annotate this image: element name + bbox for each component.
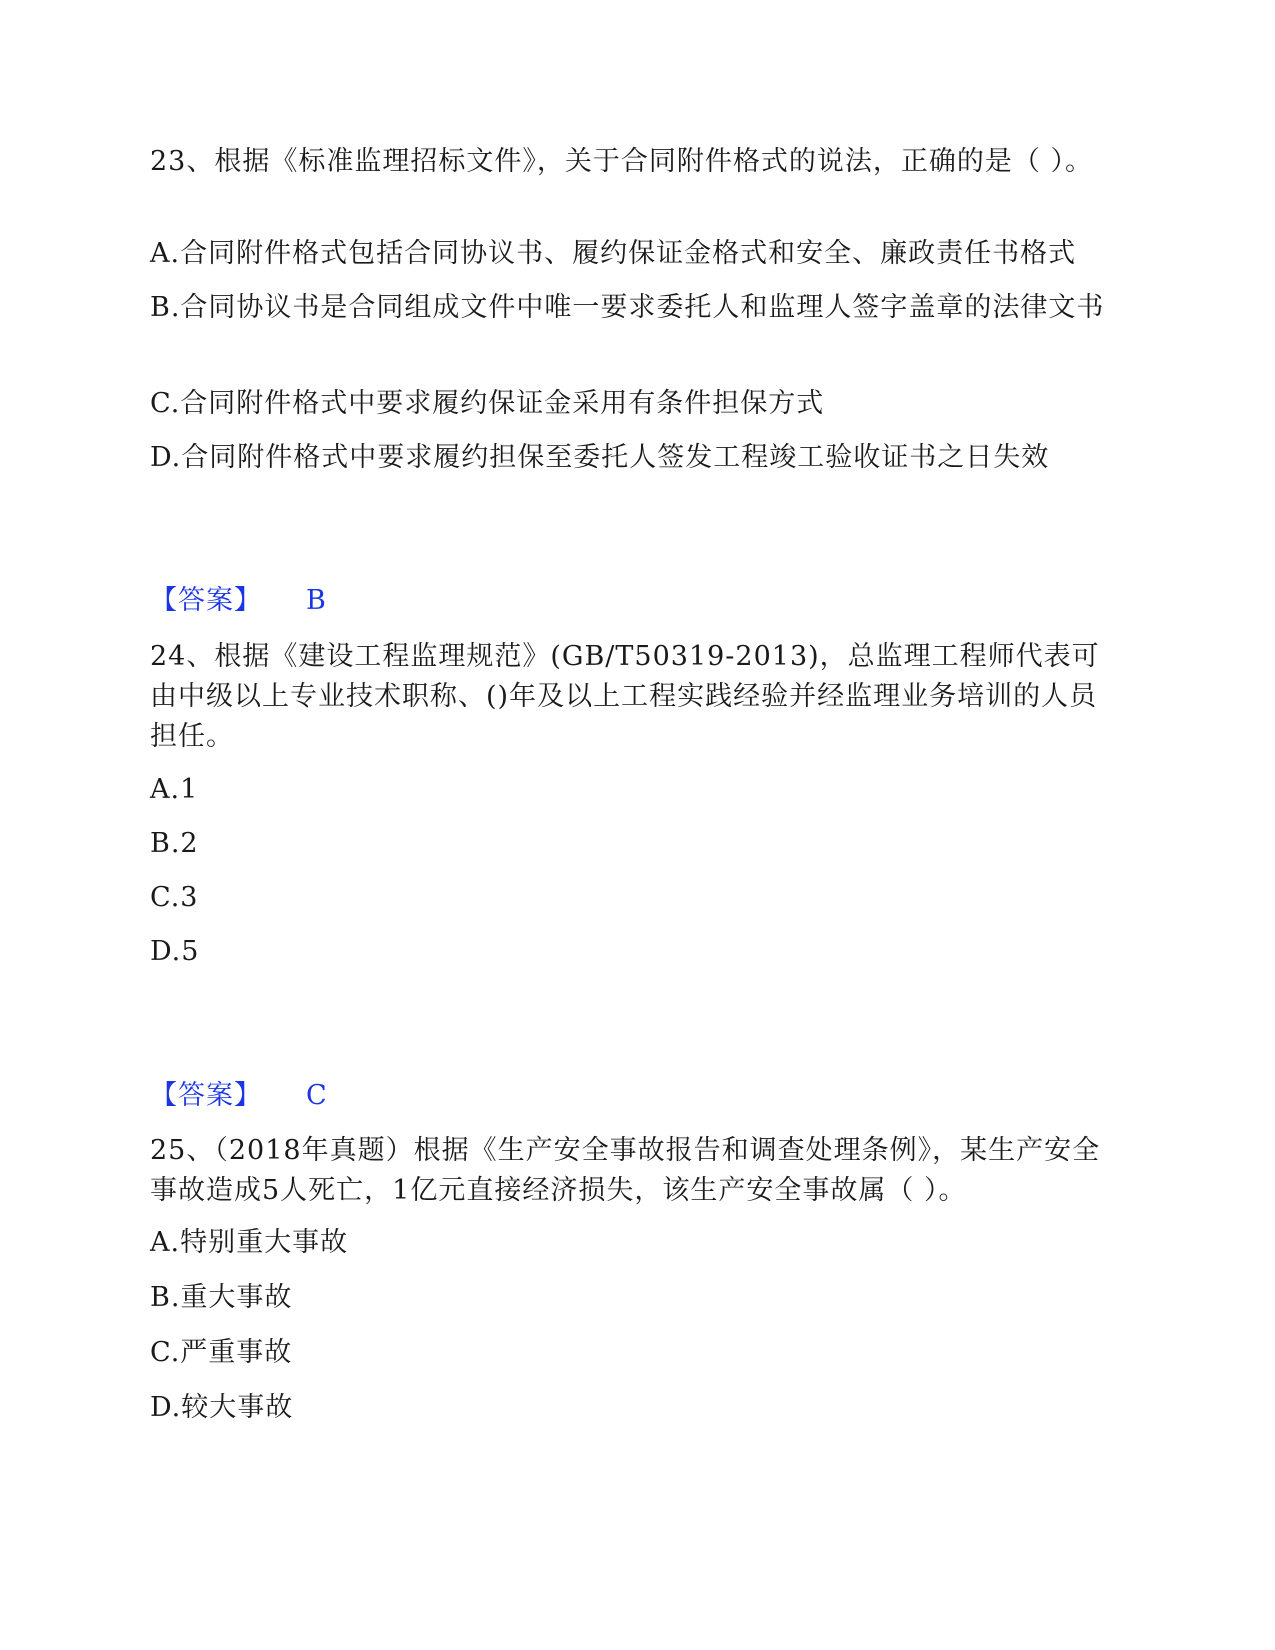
question-25-option-a: A.特别重大事故	[150, 1227, 349, 1258]
answer-23	[150, 581, 327, 621]
question-25-option-c: C.严重事故	[150, 1337, 293, 1368]
question-24-stem: 24、根据《建设工程监理规范》(GB/T50319-2013)，总监理工程师代表可由中级以上专业技术职称、()年及以上工程实践经验并经监理业务培训的人员担任。	[150, 641, 1100, 752]
question-24-option-a: A.1	[150, 774, 199, 805]
answer-tag: 【答案】	[150, 585, 262, 616]
question-23-option-a: A.合同附件格式包括合同协议书、履约保证金格式和安全、廉政责任书格式	[150, 238, 1077, 269]
question-23-stem: 23、根据《标准监理招标文件》，关于合同附件格式的说法，正确的是（ ）。	[150, 146, 1093, 177]
question-24-option-d: D.5	[150, 936, 200, 967]
answer-tag: 【答案】	[150, 1080, 262, 1111]
question-23-option-b: B.合同协议书是合同组成文件中唯一要求委托人和监理人签字盖章的法律文书	[150, 292, 1105, 323]
question-24-option-b: B.2	[150, 828, 199, 859]
question-25-option-b: B.重大事故	[150, 1282, 293, 1313]
question-23-option-d: D.合同附件格式中要求履约担保至委托人签发工程竣工验收证书之日失效	[150, 442, 1050, 473]
question-23-option-c: C.合同附件格式中要求履约保证金采用有条件担保方式	[150, 388, 825, 419]
answer-24	[150, 1076, 328, 1116]
question-25-stem: 25、（2018年真题）根据《生产安全事故报告和调查处理条例》，某生产安全事故造成5人死亡，1亿元直接经济损失，该生产安全事故属（ ）。	[150, 1135, 1101, 1206]
answer-value: C	[306, 1080, 328, 1111]
question-24-option-c: C.3	[150, 882, 199, 913]
answer-value: B	[306, 585, 327, 616]
question-25-option-d: D.较大事故	[150, 1392, 294, 1423]
